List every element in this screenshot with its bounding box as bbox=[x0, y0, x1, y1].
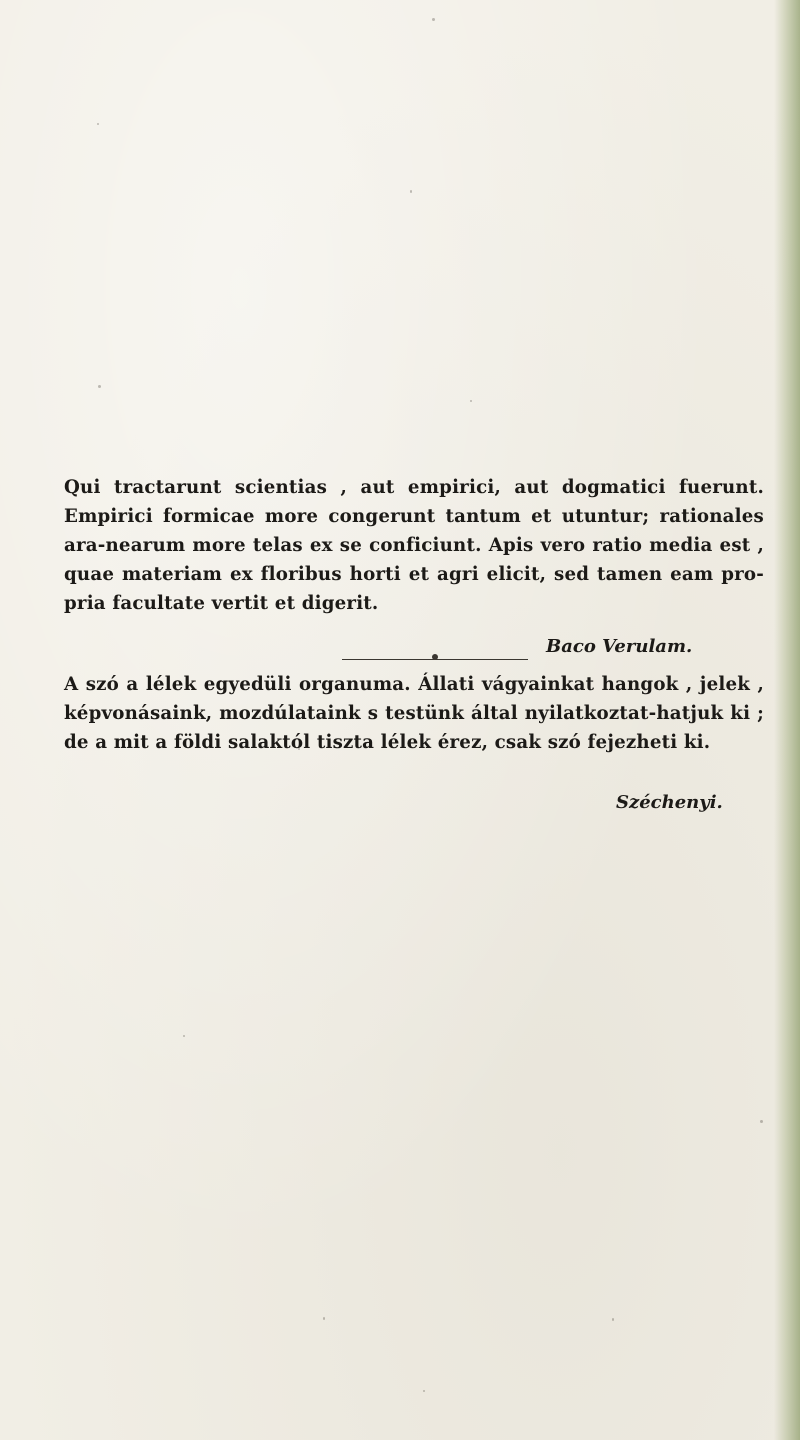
quote-author: Széchenyi. bbox=[616, 792, 723, 813]
divider-ornament bbox=[432, 654, 438, 660]
quote-author: Baco Verulam. bbox=[546, 636, 693, 657]
quote-text: Qui tractarunt scientias , aut empirici, aut dogmatici fuerunt. Empirici formicae more congerunt tantum et utuntur; rationales ara-nearum more telas ex se conficiunt. Apis vero ratio media est , quae materiam ex floribus horti et agri elicit, sed tamen eam pro-pria facultate vertit et digerit. bbox=[64, 477, 764, 614]
page-edge bbox=[774, 0, 800, 1440]
quote-text: A szó a lélek egyedüli organuma. Állati vágyainkat hangok , jelek , képvonásaink, mozdúlataink s testünk által nyilatkoztat-hatjuk ki ; de a mit a földi salaktól tiszta lélek érez, csak szó fejezheti ki. bbox=[64, 674, 764, 753]
